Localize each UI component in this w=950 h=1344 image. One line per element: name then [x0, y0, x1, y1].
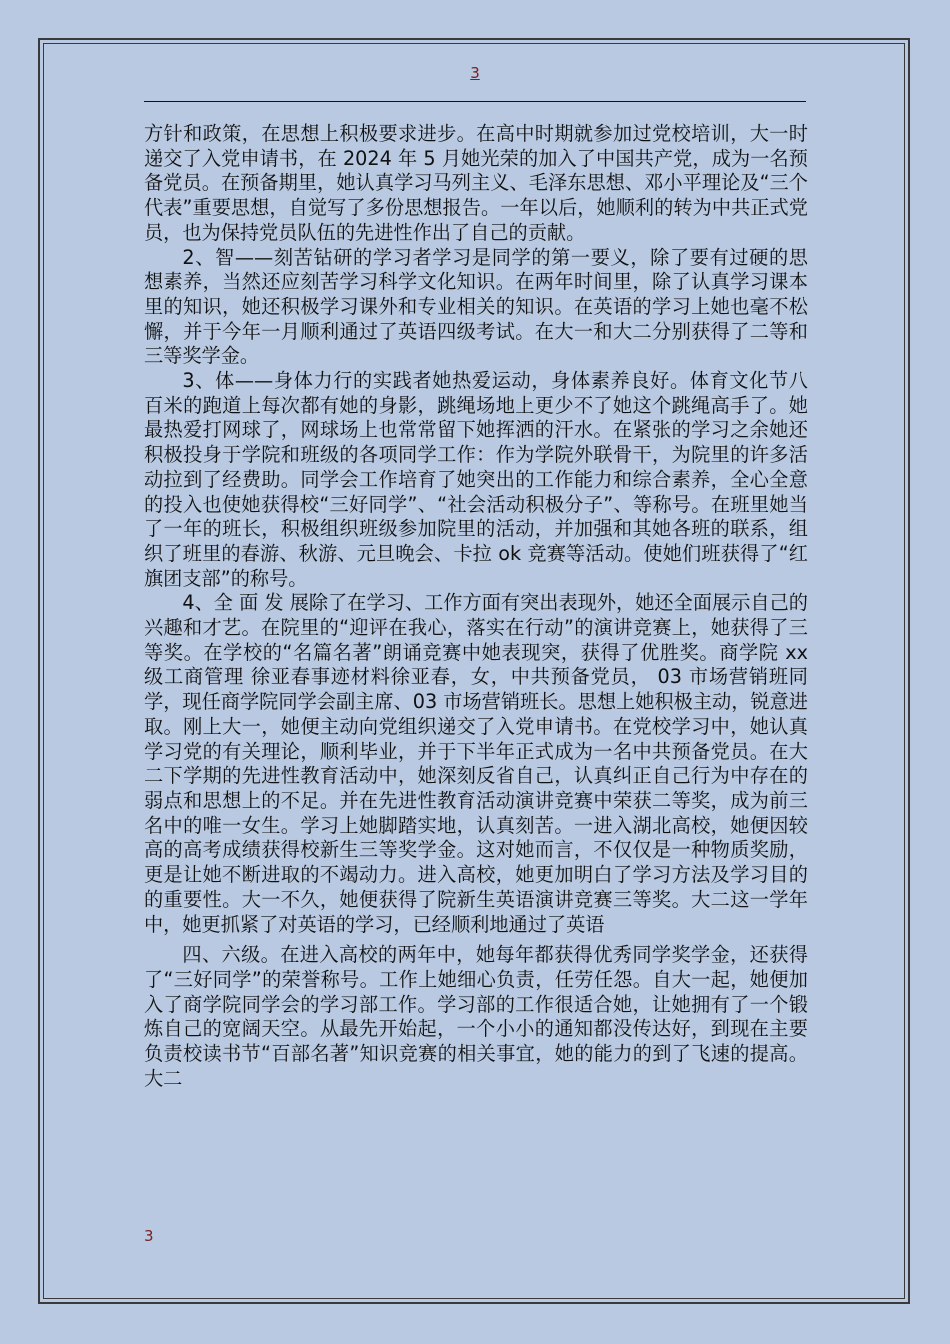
paragraph-cet: 四、六级。在进入高校的两年中，她每年都获得优秀同学奖学金，还获得了“三好同学”的荣誉称号。工作上她细心负责，任劳任怨。自大一起，她便加入了商学院同学会的学习部工作。学习部的工作很适合她，让她拥有了一个锻炼自己的宽阔天空。从最先开始起，一个小小的通知都没传达好，到现在主要负责校读书节“百部名著”知识竞赛的相关事宜，她的能力的到了飞速的提高。大二	[144, 943, 808, 1090]
paragraph-all-round: 4、全 面 发 展除了在学习、工作方面有突出表现外，她还全面展示自己的兴趣和才艺。在院里的“迎评在我心，落实在行动”的演讲竞赛上，她获得了三等奖。在学校的“名篇名著”朗诵竞赛中她表现突，获得了优胜奖。商学院 xx 级工商管理 徐亚春事迹材料徐亚春，女，中共预备党员， 03 市场营销班同学，现任商学院同学会副主席、03 市场营销班长。思想上她积极主动，锐意进取。刚上大一，她便主动向党组织递交了入党申请书。在党校学习中，她认真学习党的有关理论，顺利毕业，并于下半年正式成为一名中共预备党员。在大二下学期的先进性教育活动中，她深刻反省自己，认真纠正自己行为中存在的弱点和思想上的不足。并在先进性教育活动演讲竞赛中荣获二等奖，成为前三名中的唯一女生。学习上她脚踏实地，认真刻苦。一进入湖北高校，她便因较高的高考成绩获得校新生三等奖学金。这对她而言，不仅仅是一种物质奖励，更是让她不断进取的不竭动力。进入高校，她更加明白了学习方法及学习目的的重要性。大一不久，她便获得了院新生英语演讲竞赛三等奖。大二这一学年中，她更抓紧了对英语的学习，已经顺利地通过了英语	[144, 591, 808, 936]
header-page-number	[0, 64, 950, 82]
document-body	[144, 122, 808, 1091]
header-page-number-text: 3	[470, 64, 480, 82]
footer-page-number: 3	[144, 1227, 154, 1245]
paragraph-intellect: 2、智——刻苦钻研的学习者学习是同学的第一要义，除了要有过硬的思想素养，当然还应刻苦学习科学文化知识。在两年时间里，除了认真学习课本里的知识，她还积极学习课外和专业相关的知识。在英语的学习上她也毫不松懈，并于今年一月顺利通过了英语四级考试。在大一和大二分别获得了二等和三等奖学金。	[144, 245, 808, 368]
paragraph-physical: 3、体——身体力行的实践者她热爱运动，身体素养良好。体育文化节八百米的跑道上每次都有她的身影，跳绳场地上更少不了她这个跳绳高手了。她最热爱打网球了，网球场上也常常留下她挥洒的汗水。在紧张的学习之余她还积极投身于学院和班级的各项同学工作：作为学院外联骨干，为院里的许多活动拉到了经费助。同学会工作培育了她突出的工作能力和综合素养，全心全意的投入也使她获得校“三好同学”、“社会活动积极分子”、等称号。在班里她当了一年的班长，积极组织班级参加院里的活动，并加强和其她各班的联系，组织了班里的春游、秋游、元旦晚会、卡拉 ok 竞赛等活动。使她们班获得了“红旗团支部”的称号。	[144, 369, 808, 590]
header-rule	[144, 101, 806, 102]
paragraph-politics: 方针和政策，在思想上积极要求进步。在高中时期就参加过党校培训，大一时递交了入党申请书，在 2024 年 5 月她光荣的加入了中国共产党，成为一名预备党员。在预备期里，她认真学习马列主义、毛泽东思想、邓小平理论及“三个代表”重要思想，自觉写了多份思想报告。一年以后，她顺利的转为中共正式党员，也为保持党员队伍的先进性作出了自己的贡献。	[144, 122, 808, 244]
